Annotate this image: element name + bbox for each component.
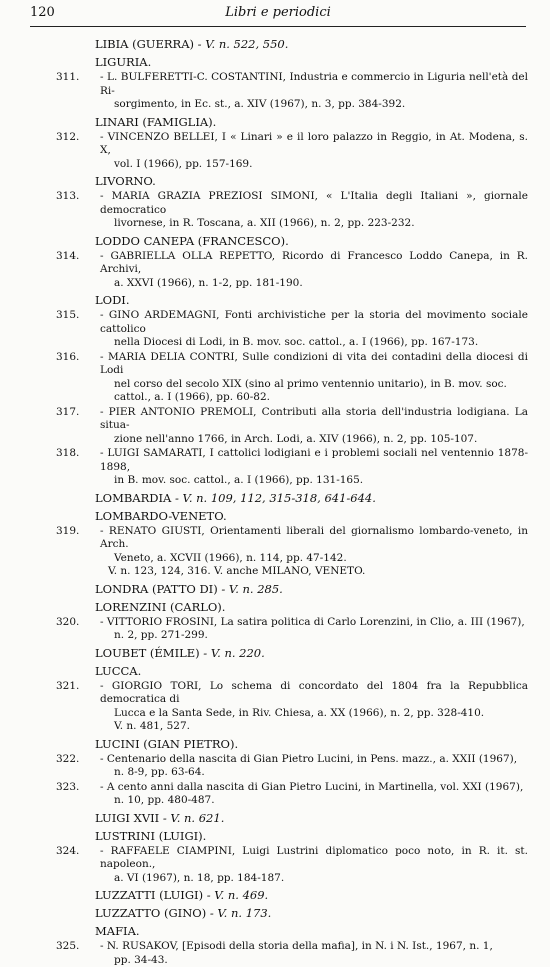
entry-line: pp. 34-43. — [100, 954, 528, 967]
bibliography-entry — [100, 351, 528, 405]
heading-text: LUCCA. — [95, 664, 141, 678]
heading-text: MAFIA. — [95, 924, 140, 938]
entry-number: 311. — [56, 71, 79, 85]
subject-heading — [95, 174, 550, 189]
heading-text: LODDO CANEPA (FRANCESCO). — [95, 234, 289, 248]
entry-line: livornese, in R. Toscana, a. XII (1966), n. 2, pp. 223-232. — [100, 217, 528, 231]
entry-line: - A cento anni dalla nascita di Gian Pietro Lucini, in Martinella, vol. XXI (1967), — [100, 781, 528, 795]
heading-text: LIGURIA. — [95, 55, 151, 69]
entry-line: - LUIGI SAMARATI, I cattolici lodigiani e i problemi sociali nel ventennio 1878-1898, — [100, 447, 528, 474]
entry-line: - VINCENZO BELLEI, I « Linari » e il loro palazzo in Reggio, in At. Modena, s. X, — [100, 131, 528, 158]
page-header — [30, 4, 526, 27]
entry-line: - GABRIELLA OLLA REPETTO, Ricordo di Francesco Loddo Canepa, in R. Archivi, — [100, 250, 528, 277]
entry-number: 324. — [56, 845, 79, 859]
entry-line: - GINO ARDEMAGNI, Fonti archivistiche per la storia del movimento sociale cattolico — [100, 309, 528, 336]
heading-text: LUZZATTO (GINO) — [95, 906, 206, 920]
heading-text: LOMBARDIA — [95, 491, 171, 505]
subject-heading — [95, 491, 550, 506]
bibliography-entry — [100, 406, 528, 447]
heading-text: LOMBARDO-VENETO. — [95, 509, 227, 523]
subject-heading — [95, 115, 550, 130]
bibliography-entry — [100, 525, 528, 566]
subject-heading — [95, 600, 550, 615]
cross-reference: - V. n. 621. — [159, 811, 224, 825]
heading-text: LODI. — [95, 293, 129, 307]
subject-heading — [95, 55, 550, 70]
entry-line: Veneto, a. XCVII (1966), n. 114, pp. 47-142. — [100, 552, 528, 566]
entry-line: Lucca e la Santa Sede, in Riv. Chiesa, a. XX (1966), n. 2, pp. 328-410. — [100, 707, 528, 721]
heading-text: LUCINI (GIAN PIETRO). — [95, 737, 238, 751]
entry-number: 313. — [56, 190, 79, 204]
entry-number: 315. — [56, 309, 79, 323]
entry-line: - VITTORIO FROSINI, La satira politica di Carlo Lorenzini, in Clio, a. III (1967), — [100, 616, 528, 630]
entry-line: n. 8-9, pp. 63-64. — [100, 766, 528, 780]
entry-line: a. VI (1967), n. 18, pp. 184-187. — [100, 872, 528, 886]
heading-text: LOUBET (ÉMILE) — [95, 646, 200, 660]
heading-text: LONDRA (PATTO DI) — [95, 582, 218, 596]
bibliography-entry — [100, 447, 528, 488]
entry-number: 317. — [56, 406, 79, 420]
cross-reference: - V. n. 109, 112, 315-318, 641-644. — [171, 491, 376, 505]
heading-text: LUZZATTI (LUIGI) — [95, 888, 203, 902]
entry-line: - RAFFAELE CIAMPINI, Luigi Lustrini diplomatico poco noto, in R. it. st. napoleon., — [100, 845, 528, 872]
entry-line: zione nell'anno 1766, in Arch. Lodi, a. XIV (1966), n. 2, pp. 105-107. — [100, 433, 528, 447]
cross-reference: - V. n. 220. — [200, 646, 265, 660]
subject-heading — [95, 293, 550, 308]
entry-line: - RENATO GIUSTI, Orientamenti liberali del giornalismo lombardo-veneto, in Arch. — [100, 525, 528, 552]
entry-number: 318. — [56, 447, 79, 461]
cross-reference: - V. n. 173. — [206, 906, 271, 920]
entry-line: - PIER ANTONIO PREMOLI, Contributi alla storia dell'industria lodigiana. La situa- — [100, 406, 528, 433]
subject-heading — [95, 582, 550, 597]
subject-heading — [95, 906, 550, 921]
entry-line: in B. mov. soc. cattol., a. I (1966), pp. 131-165. — [100, 474, 528, 488]
entry-line: n. 10, pp. 480-487. — [100, 794, 528, 808]
bibliography-entry — [100, 781, 528, 808]
bibliography-entry — [100, 131, 528, 172]
subject-heading — [95, 924, 550, 939]
entry-number: 316. — [56, 351, 79, 365]
entry-line: - Centenario della nascita di Gian Pietro Lucini, in Pens. mazz., a. XXII (1967), — [100, 753, 528, 767]
bibliography-entry — [100, 616, 528, 643]
subject-heading — [95, 737, 550, 752]
subject-heading — [95, 234, 550, 249]
entry-line: - L. BULFERETTI-C. COSTANTINI, Industria e commercio in Liguria nell'età del Ri- — [100, 71, 528, 98]
bibliography-entry — [100, 71, 528, 112]
heading-text: LINARI (FAMIGLIA). — [95, 115, 216, 129]
heading-text: LIBIA (GUERRA) — [95, 37, 194, 51]
subject-heading — [95, 646, 550, 661]
entry-number: 321. — [56, 680, 79, 694]
entry-line: - MARIA GRAZIA PREZIOSI SIMONI, « L'Italia degli Italiani », giornale democratico — [100, 190, 528, 217]
heading-text: LIVORNO. — [95, 174, 156, 188]
bibliography-entry — [100, 753, 528, 780]
cross-reference: - V. n. 469. — [203, 888, 268, 902]
entry-number: 314. — [56, 250, 79, 264]
bibliography-list — [0, 34, 550, 967]
entry-number: 325. — [56, 940, 79, 954]
subject-heading — [95, 37, 550, 52]
entry-line: sorgimento, in Ec. st., a. XIV (1967), n. 3, pp. 384-392. — [100, 98, 528, 112]
entry-number: 319. — [56, 525, 79, 539]
page-number: 120 — [30, 6, 55, 20]
cross-reference: - V. n. 522, 550. — [194, 37, 288, 51]
subject-heading — [95, 509, 550, 524]
entry-number: 323. — [56, 781, 79, 795]
entry-line: nel corso del secolo XIX (sino al primo ventennio unitario), in B. mov. soc. — [100, 378, 528, 392]
cross-reference: - V. n. 285. — [218, 582, 283, 596]
entry-line: V. n. 481, 527. — [100, 720, 528, 734]
subject-heading — [95, 888, 550, 903]
heading-text: LUIGI XVII — [95, 811, 159, 825]
running-title: Libri e periodici — [30, 6, 526, 20]
bibliography-entry — [100, 309, 528, 350]
entry-line: nella Diocesi di Lodi, in B. mov. soc. cattol., a. I (1966), pp. 167-173. — [100, 336, 528, 350]
subject-heading — [95, 811, 550, 826]
subject-heading — [95, 664, 550, 679]
entry-number: 322. — [56, 753, 79, 767]
entry-line: a. XXVI (1966), n. 1-2, pp. 181-190. — [100, 277, 528, 291]
see-also-reference: V. n. 123, 124, 316. V. anche MILANO, VENETO. — [108, 565, 550, 579]
heading-text: LORENZINI (CARLO). — [95, 600, 225, 614]
entry-line: - MARIA DELIA CONTRI, Sulle condizioni di vita dei contadini della diocesi di Lodi — [100, 351, 528, 378]
entry-line: vol. I (1966), pp. 157-169. — [100, 158, 528, 172]
bibliography-entry — [100, 940, 528, 967]
entry-line: n. 2, pp. 271-299. — [100, 629, 528, 643]
entry-line: cattol., a. I (1966), pp. 60-82. — [100, 391, 528, 405]
entry-line: - N. RUSAKOV, [Episodi della storia della mafia], in N. i N. Ist., 1967, n. 1, — [100, 940, 528, 954]
entry-line: - GIORGIO TORI, Lo schema di concordato del 1804 fra la Repubblica democratica di — [100, 680, 528, 707]
heading-text: LUSTRINI (LUIGI). — [95, 829, 206, 843]
bibliography-entry — [100, 845, 528, 886]
bibliography-entry — [100, 680, 528, 734]
bibliography-entry — [100, 190, 528, 231]
entry-number: 320. — [56, 616, 79, 630]
bibliography-entry — [100, 250, 528, 291]
entry-number: 312. — [56, 131, 79, 145]
subject-heading — [95, 829, 550, 844]
